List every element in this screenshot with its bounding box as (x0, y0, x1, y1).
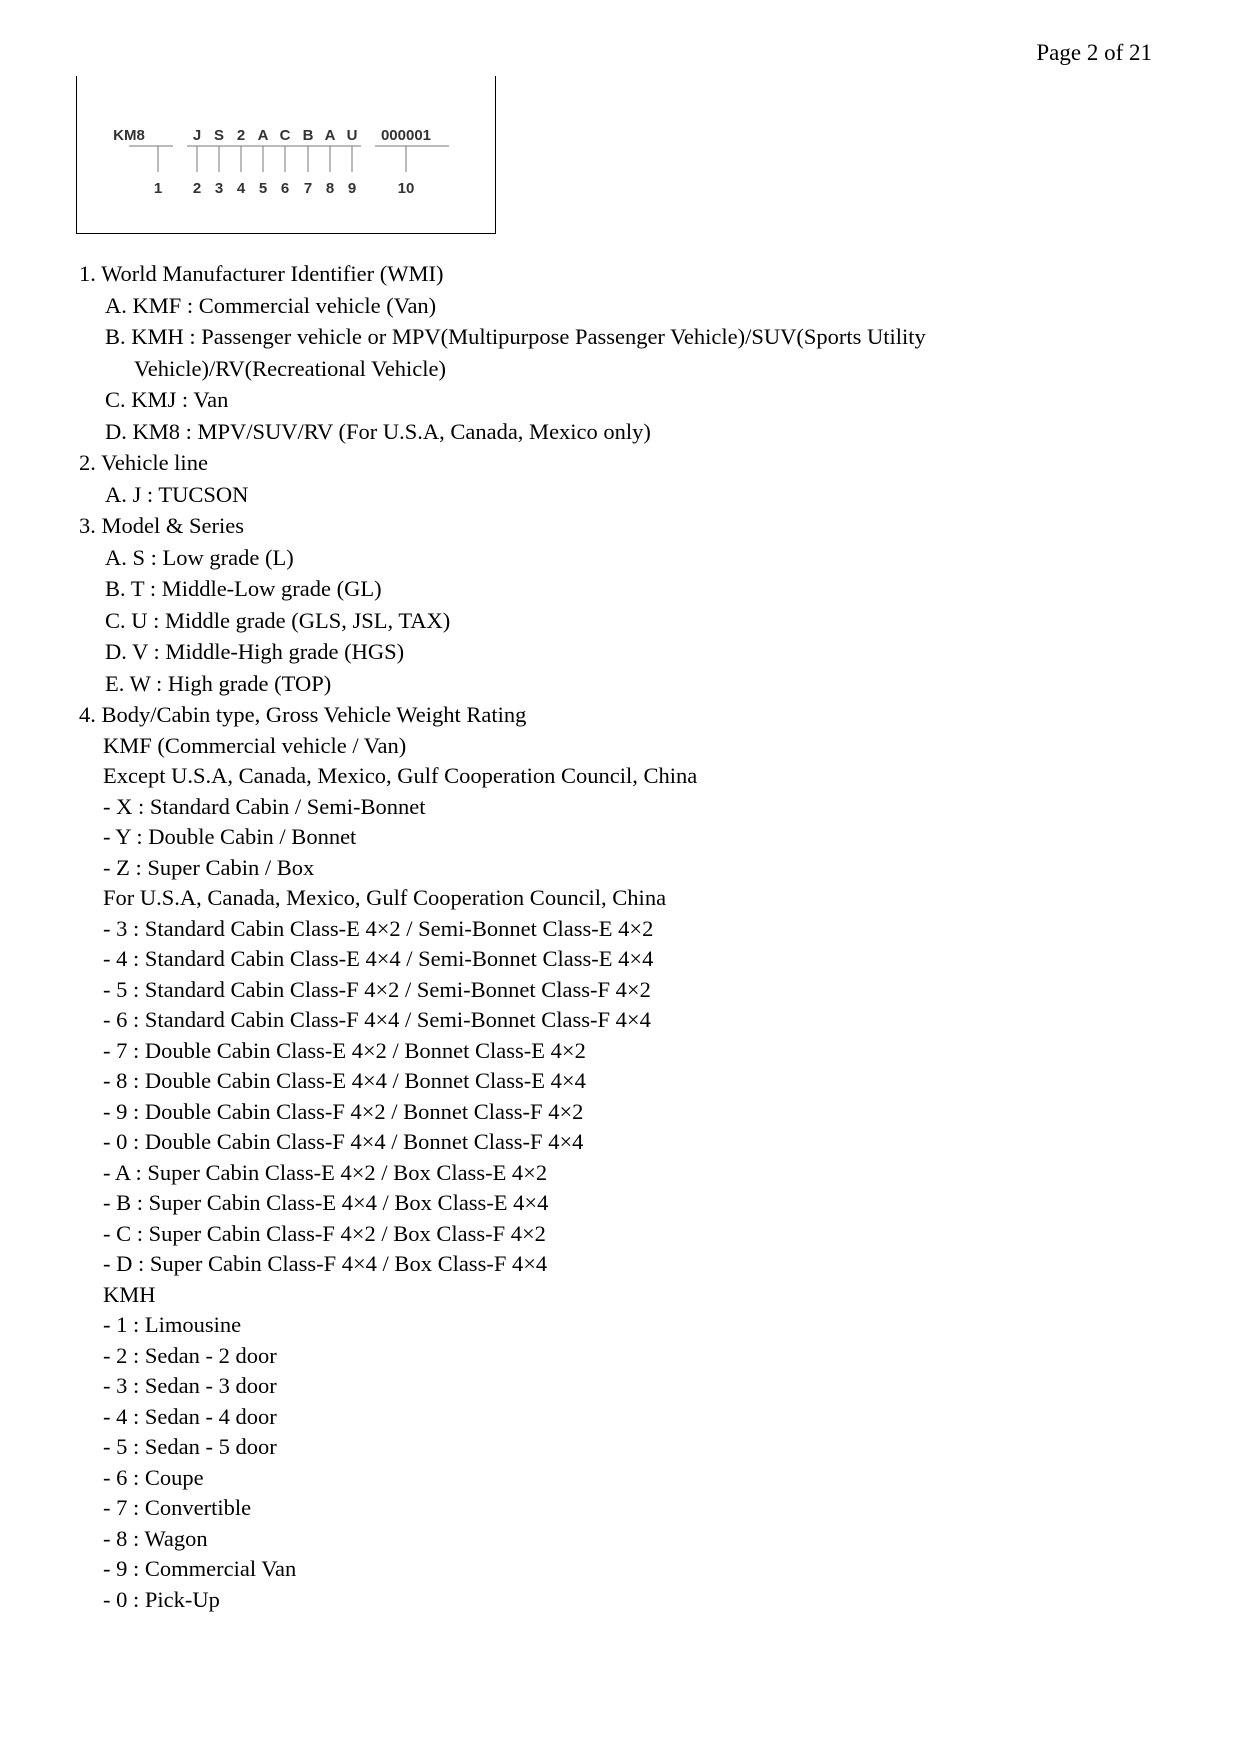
vin-pos-6: 6 (280, 180, 290, 197)
list-item: - 4 : Sedan - 4 door (103, 1403, 277, 1429)
list-item: - 5 : Sedan - 5 door (103, 1434, 277, 1459)
vin-char-3: S (213, 127, 225, 144)
vin-diagram-svg (77, 76, 497, 234)
page-number: Page 2 of 21 (1036, 40, 1152, 65)
section-wmi (76, 258, 1176, 447)
section-title: 3. Model & Series (79, 513, 244, 538)
list-item: - 6 : Coupe (103, 1464, 204, 1490)
list-item: - Z : Super Cabin / Box (103, 854, 315, 880)
list-item: - C : Super Cabin Class-F 4×2 / Box Class-F 4×2 (103, 1220, 546, 1246)
list-item: - D : Super Cabin Class-F 4×4 / Box Class-F 4×4 (103, 1251, 548, 1276)
list-item: - 4 : Standard Cabin Class-E 4×4 / Semi-Bonnet Class-E 4×4 (103, 946, 654, 971)
list-item: A. J : TUCSON (105, 481, 249, 507)
vin-pos-2: 2 (192, 180, 202, 197)
vin-pos-8: 8 (325, 180, 335, 197)
section-title: 4. Body/Cabin type, Gross Vehicle Weight Rating (79, 702, 527, 727)
vin-char-10: 000001 (380, 127, 432, 144)
list-item: KMH (103, 1281, 156, 1307)
list-item: - 8 : Wagon (103, 1525, 208, 1551)
section-title: 2. Vehicle line (79, 450, 208, 475)
vin-char-7: B (302, 127, 314, 144)
list-item: B. T : Middle-Low grade (GL) (105, 576, 382, 601)
list-item: - 3 : Sedan - 3 door (103, 1373, 277, 1398)
list-item: - 2 : Sedan - 2 door (103, 1342, 277, 1368)
list-item: - 6 : Standard Cabin Class-F 4×4 / Semi-Bonnet Class-F 4×4 (103, 1007, 651, 1032)
list-item: A. S : Low grade (L) (105, 544, 294, 570)
list-item: - 9 : Commercial Van (103, 1556, 297, 1581)
vin-char-1: KM8 (113, 127, 145, 144)
list-item: - A : Super Cabin Class-E 4×2 / Box Class-E 4×2 (103, 1159, 548, 1185)
vin-char-9: U (346, 127, 358, 144)
section-model-series (76, 510, 1176, 699)
vin-pos-10: 10 (397, 180, 415, 197)
vin-pos-4: 4 (236, 180, 246, 197)
vin-char-2: J (192, 127, 202, 144)
list-item: - 3 : Standard Cabin Class-E 4×2 / Semi-Bonnet Class-E 4×2 (103, 915, 654, 941)
list-item: - 7 : Convertible (103, 1495, 252, 1520)
list-item: C. U : Middle grade (GLS, JSL, TAX) (105, 607, 451, 633)
list-item: - B : Super Cabin Class-E 4×4 / Box Class-E 4×4 (103, 1190, 549, 1215)
vin-char-5: A (257, 127, 269, 144)
list-item: C. KMJ : Van (105, 387, 229, 412)
vin-pos-7: 7 (303, 180, 313, 197)
list-item: - 9 : Double Cabin Class-F 4×2 / Bonnet Class-F 4×2 (103, 1098, 584, 1124)
list-item: A. KMF : Commercial vehicle (Van) (105, 292, 437, 318)
list-item: Except U.S.A, Canada, Mexico, Gulf Cooperation Council, China (103, 763, 698, 788)
list-item: For U.S.A, Canada, Mexico, Gulf Cooperation Council, China (103, 885, 667, 910)
vin-description-list (76, 258, 1176, 1615)
vin-pos-9: 9 (347, 180, 357, 197)
vin-char-4: 2 (236, 127, 246, 144)
list-item: - 5 : Standard Cabin Class-F 4×2 / Semi-Bonnet Class-F 4×2 (103, 976, 651, 1002)
list-item: - 1 : Limousine (103, 1312, 242, 1337)
section-body-type (76, 699, 1176, 1615)
vin-pos-5: 5 (258, 180, 268, 197)
list-item: - 7 : Double Cabin Class-E 4×2 / Bonnet Class-E 4×2 (103, 1037, 586, 1063)
vin-pos-1: 1 (153, 180, 163, 197)
list-item: D. KM8 : MPV/SUV/RV (For U.S.A, Canada, Mexico only) (105, 418, 651, 444)
section-vehicle-line (76, 447, 1176, 510)
list-item: - Y : Double Cabin / Bonnet (103, 824, 357, 849)
list-item: B. KMH : Passenger vehicle or MPV(Multipurpose Passenger Vehicle)/SUV(Sports Utility Vehicle)/RV(Recreational Vehicle) (105, 324, 926, 381)
vin-diagram (76, 76, 496, 234)
list-item: D. V : Middle-High grade (HGS) (105, 639, 405, 664)
list-item: KMF (Commercial vehicle / Van) (103, 732, 407, 758)
list-item: - 8 : Double Cabin Class-E 4×4 / Bonnet Class-E 4×4 (103, 1068, 586, 1093)
list-item: - 0 : Pick-Up (103, 1586, 220, 1612)
list-item: - 0 : Double Cabin Class-F 4×4 / Bonnet Class-F 4×4 (103, 1129, 584, 1154)
vin-char-8: A (324, 127, 336, 144)
list-item: - X : Standard Cabin / Semi-Bonnet (103, 793, 426, 819)
vin-pos-3: 3 (214, 180, 224, 197)
section-title: 1. World Manufacturer Identifier (WMI) (79, 261, 444, 286)
vin-char-6: C (279, 127, 291, 144)
list-item: E. W : High grade (TOP) (105, 670, 332, 696)
